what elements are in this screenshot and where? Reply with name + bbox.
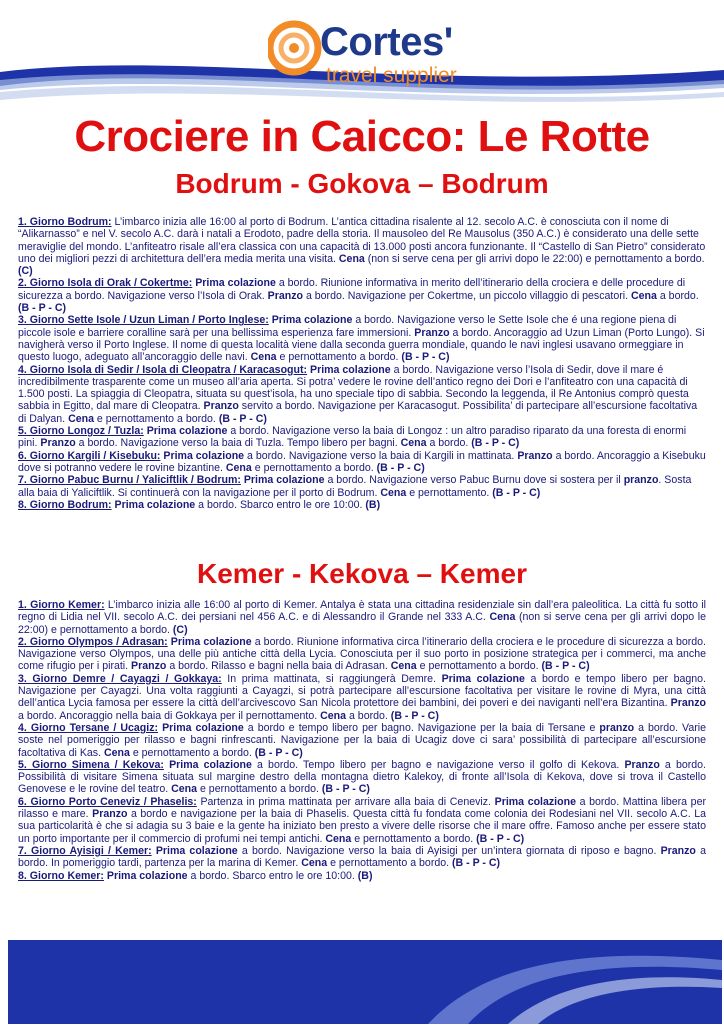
day-highlight: Pranzo: [92, 808, 128, 821]
day-text: a bordo. Ancoraggio nella baia di Gokkaya per il pernottamento.: [18, 709, 321, 722]
day-highlight: Cena: [320, 709, 347, 722]
header: [0, 0, 724, 120]
day-text: e pernottamento a bordo.: [197, 783, 322, 796]
day-text: L’imbarco inizia alle 16:00 al porto di Bodrum. L’antica cittadina risalente al 12. secolo A.C. è conosciuta con il nome di “Alikarnasso” e nel V. secolo A.C. darà i natali a Erodoto, padre della storia. Il mausoleo del Re Mausolus (350 A.C.) è considerato una delle sette meraviglie del mondo. L’anfiteatro risale all’era classica con una capacità di 13.000 posti ancora funzionante. Il “Castello di San Pietro” considerato uno dei migliori pezzi di architettura dell’era media merita una visita.: [18, 216, 706, 265]
day-highlight: (B - P - C): [452, 857, 501, 870]
day-highlight: (C): [18, 265, 33, 278]
day-text: servito a bordo. Navigazione per Karacasogut. Possibilita’ di partecipare all’escursione facoltativa di Dalyan.: [18, 400, 698, 425]
day-highlight: Pranzo: [660, 844, 696, 857]
day-title: 8. Giorno Kemer:: [18, 869, 104, 882]
day-title: 5. Giorno Simena / Kekova:: [18, 758, 164, 771]
day-highlight: Prima colazione: [243, 474, 325, 487]
day-text: . Sosta alla baia di Yaliciftlik. Si continuerà con la navigazione per il porto di Bodrum.: [18, 474, 692, 499]
day-text: a bordo e tempo libero per bagno. Navigazione per la baia di Tersane e: [243, 721, 600, 734]
day-highlight: Cena: [338, 252, 365, 265]
day-highlight: (B): [365, 498, 381, 511]
day-highlight: Cena: [489, 611, 516, 624]
day-title: 8. Giorno Bodrum:: [18, 498, 112, 511]
logo-tagline: travel supplier: [326, 64, 457, 87]
day-highlight: (B - P - C): [476, 832, 525, 845]
day-highlight: Prima colazione: [170, 635, 252, 648]
day-highlight: Pranzo: [624, 758, 660, 771]
logo-swirl-icon: [268, 18, 324, 84]
day-entry: [18, 845, 706, 870]
day-highlight: Prima colazione: [114, 498, 196, 511]
day-text: a bordo. Tempo libero per bagno e navigazione verso il golfo di Kekova.: [251, 758, 625, 771]
day-text: a bordo. Navigazione verso la baia di Ayisigi per un’intera giornata di riposo e bagno.: [237, 844, 661, 857]
day-highlight: Pranzo: [670, 697, 706, 710]
day-text: Partenza in prima mattinata per arrivare alla baia di Ceneviz.: [196, 795, 495, 808]
day-entry: [18, 870, 706, 882]
day-entry: [18, 277, 706, 314]
day-text: e pernottamento a bordo.: [351, 832, 477, 845]
day-highlight: Prima colazione: [195, 277, 276, 290]
day-highlight: Cena: [390, 660, 417, 673]
day-highlight: Cena: [301, 857, 328, 870]
route-heading-kemer: Kemer - Kekova – Kemer: [197, 558, 527, 589]
day-text: a bordo.: [426, 437, 472, 450]
day-highlight: Prima colazione: [146, 425, 228, 438]
day-highlight: Cena: [400, 437, 427, 450]
day-entry: [18, 636, 706, 673]
day-text: a bordo. Navigazione verso la baia di Kargili in mattinata.: [244, 449, 518, 462]
itinerary-bodrum: [18, 216, 706, 511]
day-highlight: (B - P - C): [321, 783, 370, 796]
day-text: e pernottamento a bordo.: [416, 660, 542, 673]
day-text: a bordo. Possibilità di visitare Simena situata sul margine destro della montagna dietro Kalekoy, di fronte all’Isola di Kekova, dove si trova il Castello Genovese e le rovine del teatro.: [18, 758, 706, 796]
day-text: e pernottamento a bordo.: [93, 412, 219, 425]
day-text: a bordo. Navigazione verso Pabuc Burnu dove si sostera per il: [324, 474, 624, 487]
day-highlight: Pranzo: [517, 449, 553, 462]
day-highlight: (B - P - C): [376, 461, 425, 474]
day-entry: [18, 599, 706, 636]
day-entry: [18, 673, 706, 722]
day-entry: [18, 499, 706, 511]
day-highlight: pranzo: [599, 721, 635, 734]
day-highlight: Pranzo: [203, 400, 239, 413]
day-highlight: Prima colazione: [271, 314, 353, 327]
day-text: a bordo. Sbarco entro le ore 10:00.: [187, 869, 358, 882]
itinerary-kemer: [18, 599, 706, 882]
day-text: e pernottamento a bordo.: [276, 351, 402, 364]
day-highlight: (B - P - C): [492, 486, 541, 499]
day-highlight: (B - P - C): [471, 437, 520, 450]
day-title: 7. Giorno Pabuc Burnu / Yaliciftlik / Bodrum:: [18, 474, 241, 487]
day-highlight: (B - P - C): [390, 709, 439, 722]
day-entry: [18, 450, 706, 475]
cortes-logo: [268, 18, 488, 90]
day-text: a bordo. Ancoraggio ad Uzun Liman (Porto Lungo). Si navigherà verso il Porto Inglese. Il nome di questa località viene dalla seconda guerra mondiale, quando le navi inglesi usavano ormeggiare in questo luogo, adeguato all’ancoraggio delle navi.: [18, 326, 705, 364]
day-highlight: (B - P - C): [254, 746, 303, 759]
day-title: 1. Giorno Kemer:: [18, 599, 105, 611]
day-highlight: (C): [172, 623, 188, 636]
day-title: 6. Giorno Kargili / Kisebuku:: [18, 449, 161, 462]
day-highlight: Cena: [225, 461, 252, 474]
route-heading-bodrum: Bodrum - Gokova – Bodrum: [175, 168, 549, 199]
day-entry: [18, 364, 706, 425]
day-highlight: Pranzo: [40, 437, 76, 450]
day-highlight: Cena: [68, 412, 94, 425]
day-highlight: (B - P - C): [218, 412, 267, 425]
day-highlight: Cena: [325, 832, 352, 845]
day-text: e pernottamento a bordo.: [327, 857, 453, 870]
day-text: a bordo. Ancoraggio a Kisebuku dove si potranno vedere le rovine bizantine.: [18, 449, 706, 474]
day-text: a bordo.: [346, 709, 391, 722]
page-title: Crociere in Caicco: Le Rotte: [74, 112, 650, 161]
day-text: a bordo. Riunione informativa circa l’itinerario della crociera e le procedure di sicurezza a bordo. Navigazione verso Olympos, una delle più antiche città della Lycia. Conosciuta per il suo porto in posizione strategica per i commerci, ma anche come rifugio per i pirati.: [18, 635, 706, 673]
day-highlight: Pranzo: [414, 326, 450, 339]
day-text: a bordo. Navigazione verso la baia di Longoz : un altro paradiso riparato da una foresta di enormi pini.: [18, 425, 687, 450]
day-entry: [18, 425, 706, 450]
day-text: a bordo. Varie soste nel pomeriggio per rilasso e bagni rinfrescanti. Navigazione per la baia di Ucagiz dove ci sara’ possibilità di partecipare all’escursione facoltativa di Kas.: [18, 721, 706, 759]
day-text: e pernottamento a bordo.: [251, 461, 377, 474]
day-entry: [18, 722, 706, 759]
day-entry: [18, 216, 706, 277]
day-text: a bordo e tempo libero per bagno. Navigazione per Cayagzi. Una volta raggiunti a Cayagzi, si potrà partecipare all’escursione facoltativa per visitare le rovine di Myra, una città dell’antica Lycia famosa per essere la città dell’arcivescovo San Nicola protettore dei bambini, dei poveri e dei naviganti nell’era Bizantina.: [18, 672, 706, 710]
day-text: (non si serve cena per gli arrivi dopo le 22:00) e pernottamento a bordo.: [18, 611, 706, 636]
day-highlight: Prima colazione: [106, 869, 188, 882]
day-text: L’imbarco inizia alle 16:00 al porto di Kemer. Antalya è stata una cittadina residenziale sin dall’era paleolitica. La città fu sotto il regno di Lidia nel VII. secolo A.C. dei persiani nel 456 A.C. e di Alessandro il Grande nel 333 A.C.: [18, 599, 706, 624]
day-highlight: Cena: [103, 746, 130, 759]
day-text: a bordo. Navigazione verso l’Isola di Sedir, dove il mare é incredibilmente trasparente come un museo all’aria aperta. Si potra’ vedere le rovine dell’antico regno dei Dori e l’anfiteatro con una capacità di 1.500 posti. La spiaggia di Cleopatra, situata su quest’isola, ha uno speciale tipo di sabbia. Secondo la leggenda, il Re Antonius comprò questa sabbia in Egitto, dal mare di Cleopatra.: [18, 363, 689, 413]
day-text: a bordo. Rilasso e bagni nella baia di Adrasan.: [166, 660, 391, 673]
day-entry: [18, 796, 706, 845]
day-text: e pernottamento a bordo.: [129, 746, 255, 759]
footer-band: [8, 940, 722, 1024]
day-highlight: Prima colazione: [169, 758, 252, 771]
day-highlight: (B - P - C): [541, 660, 590, 673]
day-highlight: Prima colazione: [441, 672, 525, 685]
day-highlight: Prima colazione: [155, 844, 238, 857]
day-highlight: (B): [357, 869, 373, 882]
day-highlight: (B - P - C): [18, 302, 67, 315]
day-title: 7. Giorno Ayisigi / Kemer:: [18, 844, 152, 857]
day-text: a bordo. Navigazione verso le Sette Isole che é una regione piena di piccole isole e barriere coralline sarà per una bellissima esperienza fare immersioni.: [18, 314, 677, 339]
day-title: 2. Giorno Olympos / Adrasan:: [18, 635, 168, 648]
day-highlight: Prima colazione: [163, 449, 245, 462]
day-text: a bordo e navigazione per la baia di Phaselis. Questa città fu fondata come colonia dei Rodesiani nel VII. secolo A.C. La sua particolarità è che si adagia su 3 baie e la gente ha iniziato ben presto a vivere delle risorse che il mare offre. Famoso anche per essere stato un porto importante per il commercio di profumi nei tempi antichi.: [18, 808, 706, 845]
day-text: a bordo. Navigazione per Cokertme, un piccolo villaggio di pescatori.: [303, 289, 631, 302]
day-highlight: Cena: [631, 289, 657, 302]
day-highlight: Cena: [171, 783, 198, 796]
day-entry: [18, 474, 706, 499]
day-text: a bordo. Mattina libera per rilasso e mare.: [18, 795, 706, 821]
day-text: a bordo. Navigazione verso la baia di Tuzla. Tempo libero per bagni.: [75, 437, 401, 450]
day-title: 4. Giorno Tersane / Ucagiz:: [18, 721, 159, 734]
day-text: a bordo.: [656, 289, 699, 302]
day-highlight: Prima colazione: [310, 363, 391, 376]
day-highlight: pranzo: [623, 474, 659, 487]
day-title: 4. Giorno Isola di Sedir / Isola di Cleopatra / Karacasogut:: [18, 363, 308, 376]
day-text: (non si serve cena per gli arrivi dopo le 22:00) e pernottamento a bordo.: [364, 252, 705, 265]
day-title: 5. Giorno Longoz / Tuzla:: [18, 425, 144, 438]
day-entry: [18, 759, 706, 796]
day-highlight: Prima colazione: [162, 721, 244, 734]
day-title: 6. Giorno Porto Ceneviz / Phaselis:: [18, 795, 197, 808]
day-title: 3. Giorno Demre / Cayagzi / Gokkaya:: [18, 672, 222, 685]
day-text: a bordo. Riunione informativa in merito dell’itinerario della crociera e delle procedure di sicurezza a bordo. Navigazione verso l’Isola di Orak.: [18, 277, 686, 302]
day-text: e pernottamento.: [406, 486, 493, 499]
day-text: a bordo. Sbarco entro le ore 10:00.: [195, 498, 366, 511]
day-highlight: Pranzo: [131, 660, 167, 673]
day-highlight: (B - P - C): [401, 351, 450, 364]
day-entry: [18, 314, 706, 363]
day-highlight: Cena: [380, 486, 407, 499]
day-title: 3. Giorno Sette Isole / Uzun Liman / Porto Inglese:: [18, 314, 269, 327]
day-text: a bordo. In pomeriggio tardi, partenza per la marina di Kemer.: [18, 844, 706, 870]
day-title: 2. Giorno Isola di Orak / Cokertme:: [18, 277, 193, 290]
day-highlight: Cena: [250, 351, 277, 364]
day-text: In prima mattinata, si raggiungerà Demre.: [221, 672, 442, 685]
day-title: 1. Giorno Bodrum:: [18, 216, 112, 228]
logo-wordmark: Cortes': [320, 20, 453, 64]
day-highlight: Pranzo: [267, 289, 303, 302]
footer-waves: [8, 940, 722, 1024]
day-highlight: Prima colazione: [494, 795, 576, 808]
